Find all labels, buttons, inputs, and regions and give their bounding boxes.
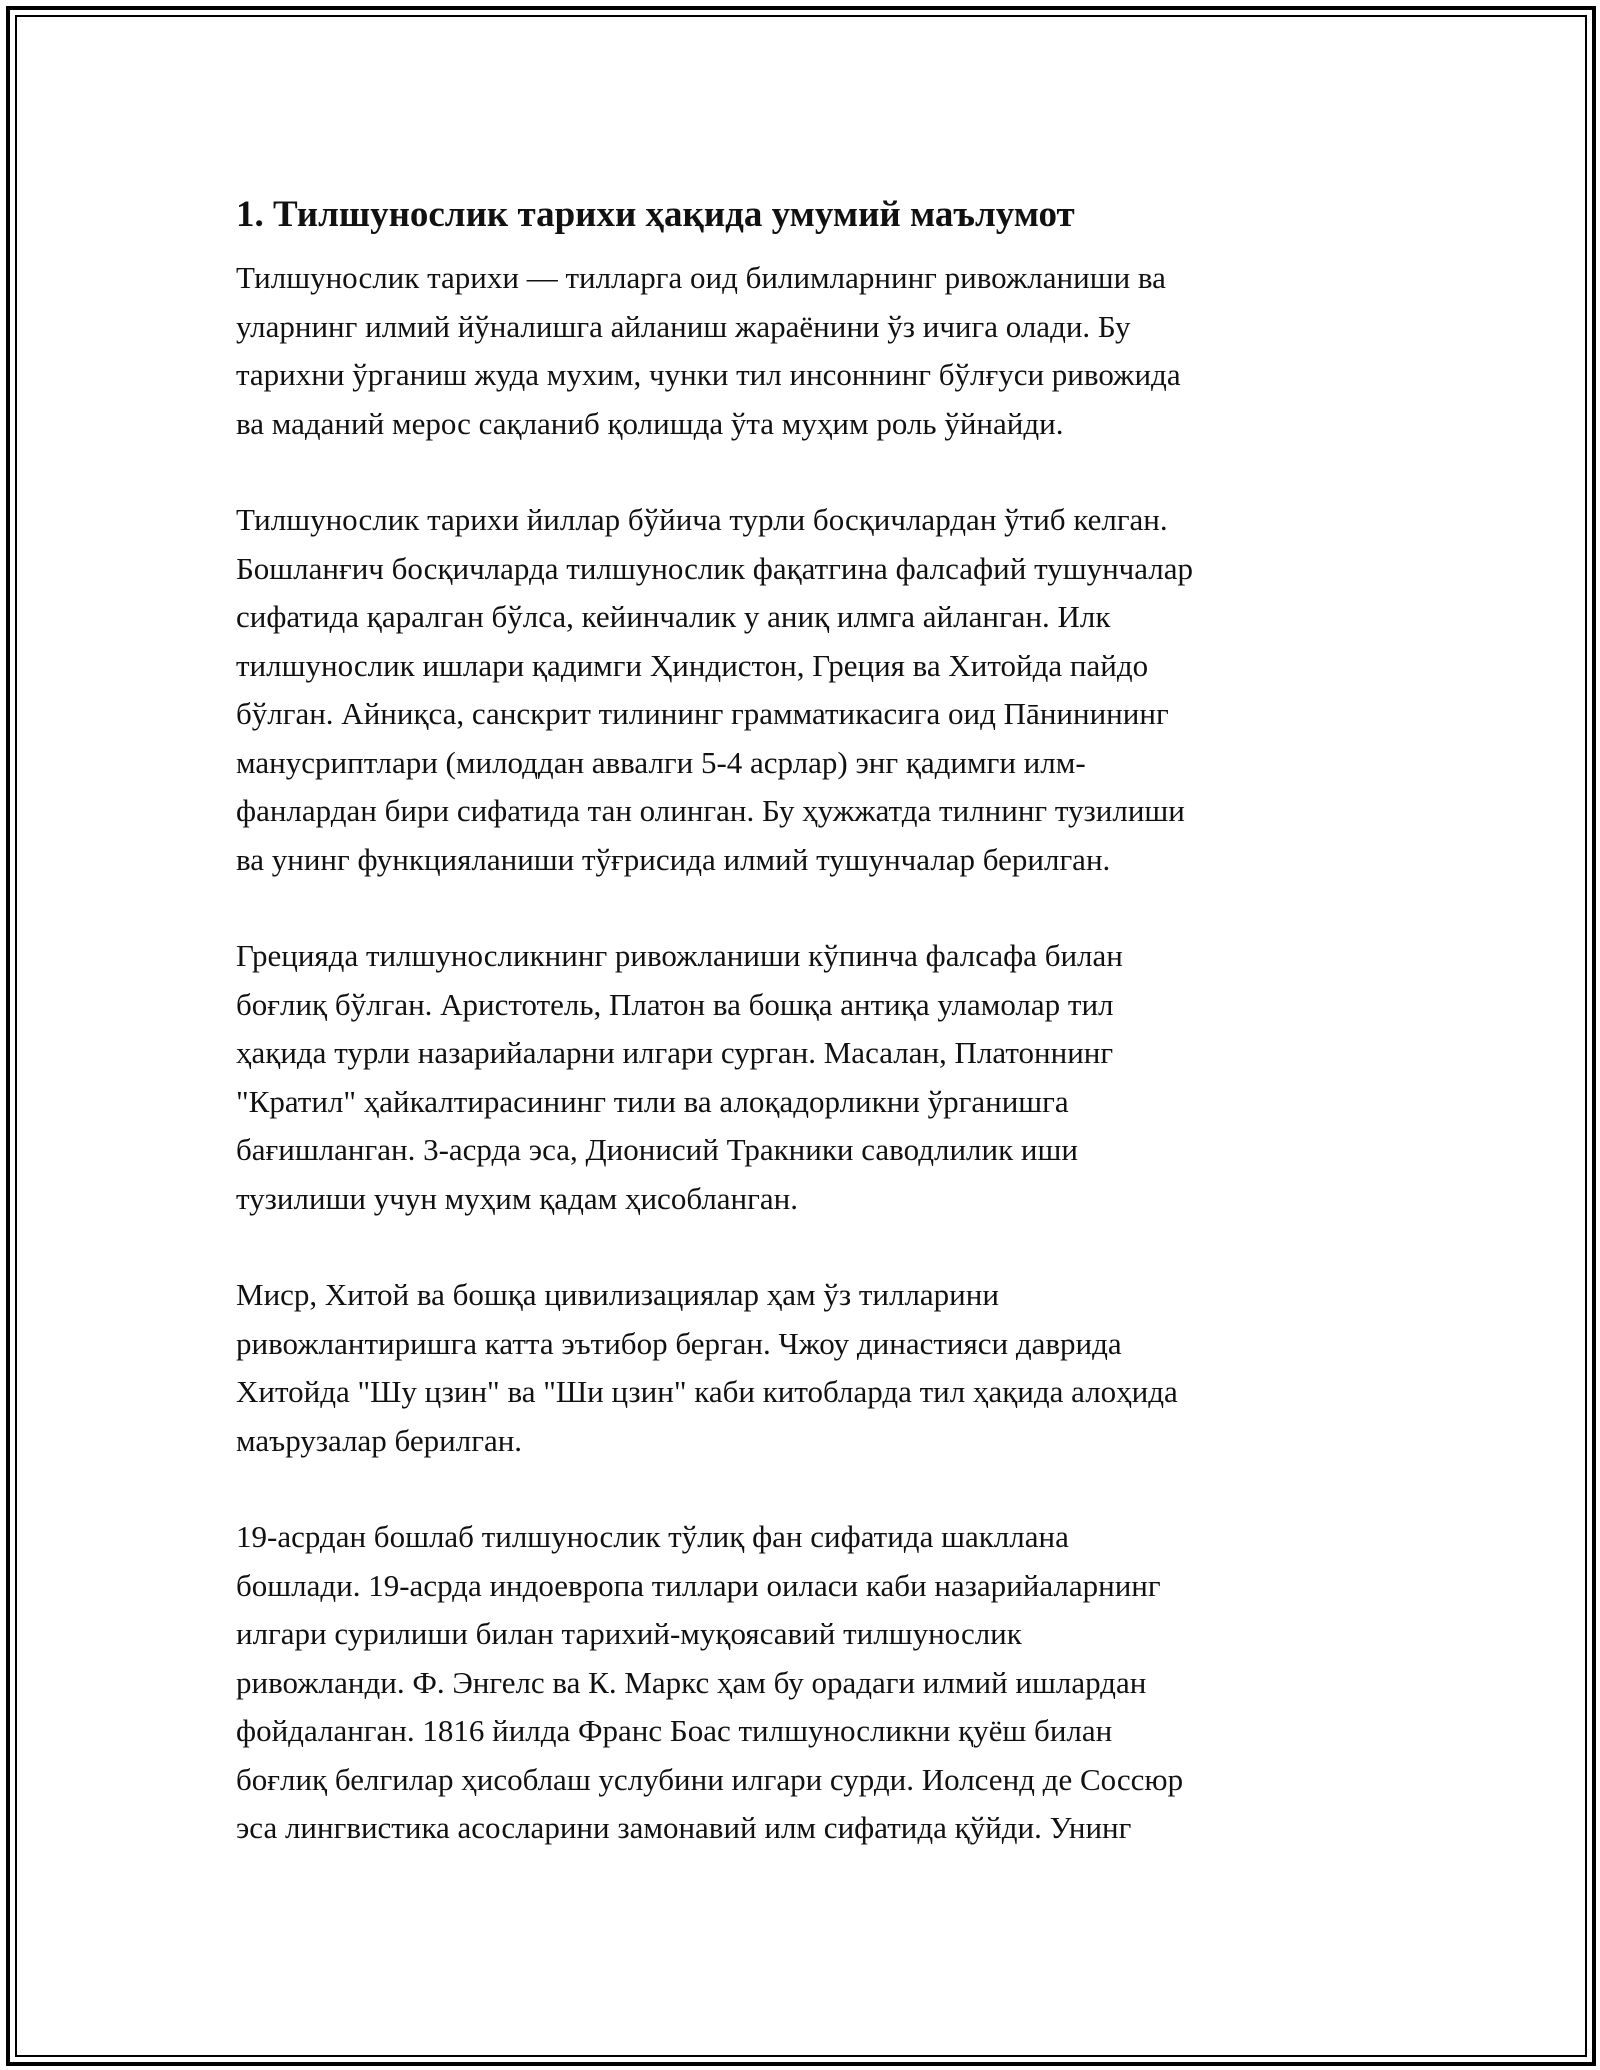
text-line: сифатида қаралган бўлса, кейинчалик у аниқ илмга айланган. Илк: [236, 599, 1111, 634]
text-line: фойдаланган. 1816 йилда Франс Боас тилшуносликни қуёш билан: [236, 1713, 1113, 1748]
text-line: ва маданий мерос сақланиб қолишда ўта муҳим роль ўйнайди.: [236, 405, 1064, 441]
text-line: 19-асрдан бошлаб тилшунослик тўлиқ фан сифатида шакллана: [236, 1519, 1069, 1554]
text-line: маърузалар берилган.: [236, 1422, 523, 1458]
text-line: Хитойда "Шу цзин" ва "Ши цзин" каби китобларда тил ҳақида алоҳида: [236, 1374, 1178, 1409]
text-line: бўлган. Айниқса, санскрит тилининг грамматикасига оид Пāнинининг: [236, 696, 1169, 731]
text-line: ва унинг функцияланиши тўғрисида илмий тушунчалар берилган.: [236, 841, 1111, 877]
text-line: тарихни ўрганиш жуда мухим, чунки тил инсоннинг бўлғуси ривожида: [236, 357, 1181, 392]
document-body: [236, 188, 1386, 1901]
text-line: боғлиқ белгилар ҳисоблаш услубини илгари сурди. Иолсенд де Соссюр: [236, 1761, 1184, 1797]
text-line: ривожланди. Ф. Энгелс ва К. Маркс ҳам бу орадаги илмий ишлардан: [236, 1664, 1147, 1700]
paragraph-list: [236, 254, 1386, 1853]
text-line: ривожлантиришга катта эътибор берган. Чжоу династияси даврида: [236, 1325, 1122, 1361]
text-line: эса лингвистика асосларини замонавий илм сифатида қўйди. Унинг: [236, 1810, 1132, 1845]
text-line: бошлади. 19-асрда индоевропа тиллари оиласи каби назарийаларнинг: [236, 1567, 1161, 1603]
text-line: ҳақида турли назарийаларни илгари сурган. Масалан, Платоннинг: [236, 1035, 1114, 1070]
text-line: Тилшунослик тарихи — тилларга оид билимларнинг ривожланиши ва: [236, 260, 1166, 295]
paragraph: [236, 254, 1386, 448]
paragraph: [236, 1513, 1386, 1853]
text-line: тузилиши учун муҳим қадам ҳисобланган.: [236, 1180, 798, 1216]
text-line: Бошланғич босқичларда тилшунослик фақатгина фалсафий тушунчалар: [236, 550, 1194, 586]
text-line: манусриптлари (милоддан аввалги 5-4 асрлар) энг қадимги илм-: [236, 744, 1086, 780]
text-line: тилшунослик ишлари қадимги Ҳиндистон, Греция ва Хитойда пайдо: [236, 647, 1149, 683]
text-line: "Кратил" ҳайкалтирасининг тили ва алоқадорликни ўрганишга: [236, 1083, 1069, 1119]
text-line: фанлардан бири сифатида тан олинган. Бу ҳужжатда тилнинг тузилиши: [236, 793, 1185, 828]
section-title: 1. Тилшунослик тарихи ҳақида умумий маълумот: [236, 194, 1075, 235]
text-line: бағишланган. 3-асрда эса, Дионисий Тракники саводлилик иши: [236, 1132, 1078, 1167]
text-line: Грецияда тилшуносликнинг ривожланиши кўпинча фалсафа билан: [236, 938, 1123, 973]
paragraph: [236, 932, 1386, 1223]
text-line: Тилшунослик тарихи йиллар бўйича турли босқичлардан ўтиб келган.: [236, 502, 1168, 537]
text-line: боғлиқ бўлган. Аристотель, Платон ва бошқа антиқа уламолар тил: [236, 986, 1114, 1022]
text-line: Миср, Хитой ва бошқа цивилизациялар ҳам ўз тилларини: [236, 1277, 999, 1312]
paragraph: [236, 1271, 1386, 1465]
paragraph: [236, 496, 1386, 884]
text-line: уларнинг илмий йўналишга айланиш жараёнини ўз ичига олади. Бу: [236, 308, 1131, 344]
text-line: илгари сурилиши билан тарихий-муқоясавий тилшунослик: [236, 1616, 1022, 1651]
